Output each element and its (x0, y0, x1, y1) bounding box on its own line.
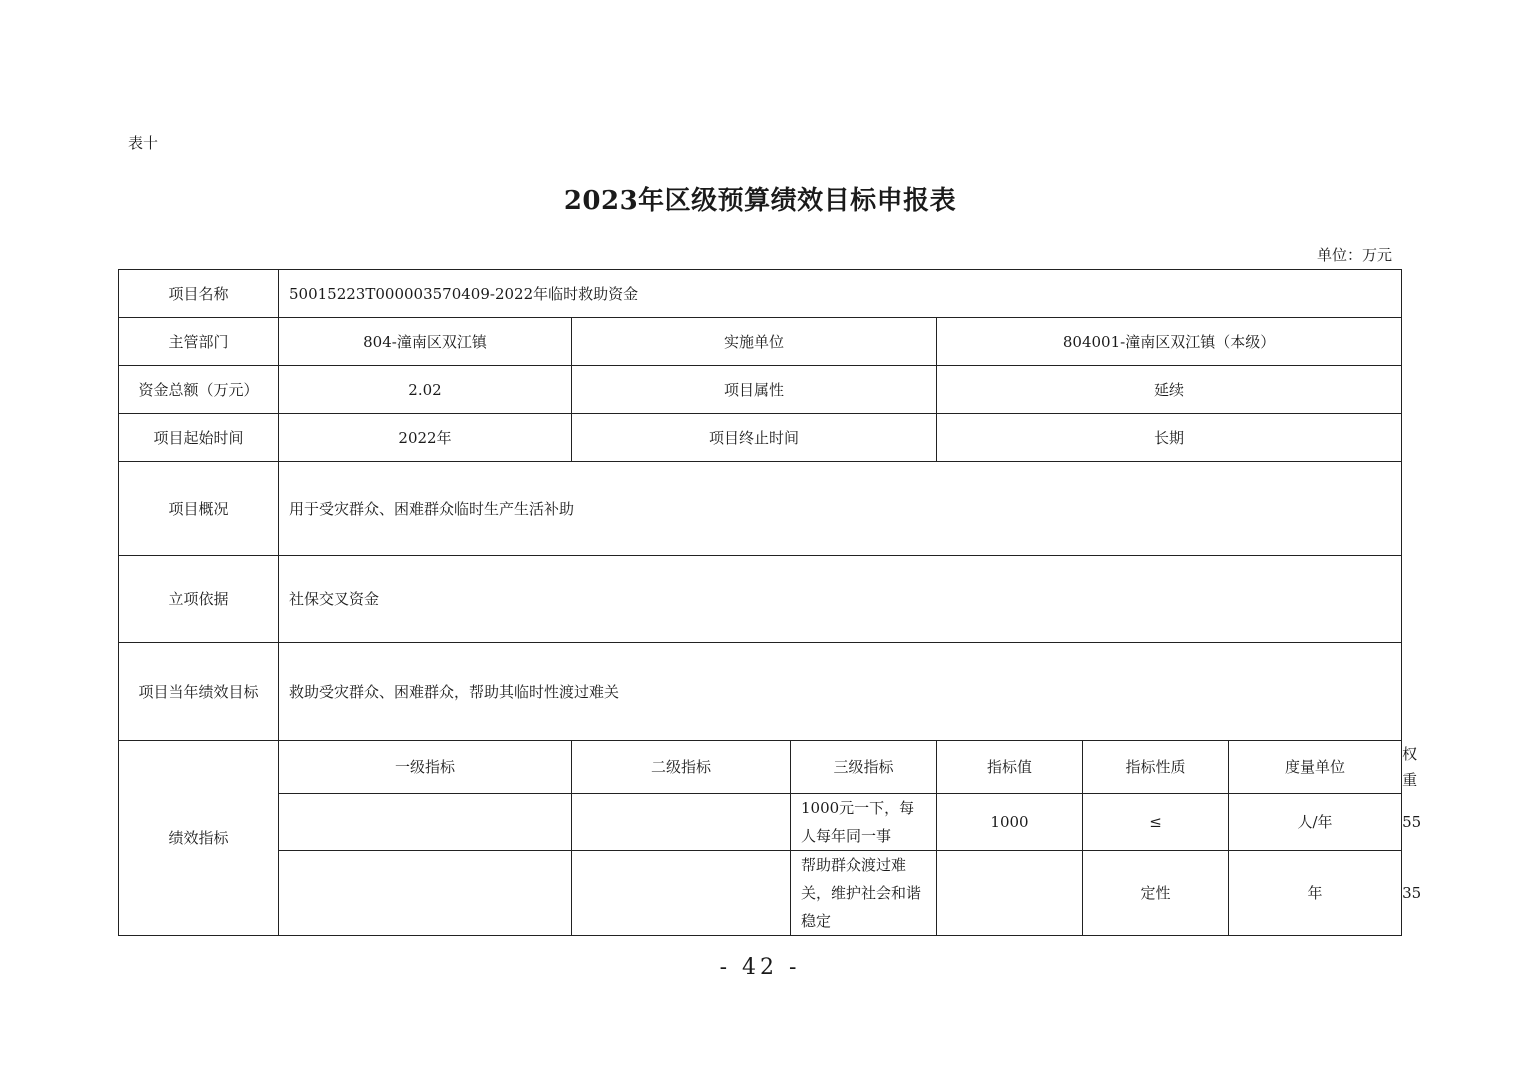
document-title: 2023年区级预算绩效目标申报表 (563, 186, 957, 216)
row-overview (119, 462, 1402, 556)
page-number: - 42 - (719, 955, 801, 980)
header-unit: 度量单位 (1229, 741, 1402, 794)
cell-level1 (279, 851, 572, 936)
value-project-name: 50015223T000003570409-2022年临时救助资金 (279, 270, 1402, 318)
value-overview: 用于受灾群众、困难群众临时生产生活补助 (279, 462, 1402, 556)
cell-level1 (279, 794, 572, 851)
indicator-row: 帮助群众渡过难关，维护社会和谐稳定 定性 年 35 (119, 851, 1402, 936)
indicator-row: 1000元一下，每人每年同一事 1000 ≤ 人/年 55 (119, 794, 1402, 851)
value-annual-goal: 救助受灾群众、困难群众，帮助其临时性渡过难关 (279, 643, 1402, 741)
label-fund-total: 资金总额（万元） (119, 366, 279, 414)
row-basis (119, 556, 1402, 643)
row-annual-goal (119, 643, 1402, 741)
value-implementing-unit: 804001-潼南区双江镇（本级） (937, 318, 1402, 366)
header-nature: 指标性质 (1083, 741, 1229, 794)
cell-value: 1000 (937, 794, 1083, 851)
row-department (119, 318, 1402, 366)
row-indicator-headers: 绩效指标 一级指标 二级指标 三级指标 指标值 指标性质 度量单位 权重 (119, 741, 1402, 794)
unit-label: 单位：万元 (1316, 246, 1392, 264)
cell-level3: 帮助群众渡过难关，维护社会和谐稳定 (791, 851, 937, 936)
label-annual-goal: 项目当年绩效目标 (119, 643, 279, 741)
cell-nature: 定性 (1083, 851, 1229, 936)
cell-level2 (572, 794, 791, 851)
cell-level2 (572, 851, 791, 936)
label-department: 主管部门 (119, 318, 279, 366)
budget-performance-table (118, 269, 1422, 936)
table-label: 表十 (128, 134, 159, 152)
cell-level3: 1000元一下，每人每年同一事 (791, 794, 937, 851)
row-fund-total (119, 366, 1402, 414)
row-project-name (119, 270, 1402, 318)
value-project-attribute: 延续 (937, 366, 1402, 414)
label-project-attribute: 项目属性 (572, 366, 937, 414)
cell-nature: ≤ (1083, 794, 1229, 851)
value-end-time: 长期 (937, 414, 1402, 462)
label-project-name: 项目名称 (119, 270, 279, 318)
label-implementing-unit: 实施单位 (572, 318, 937, 366)
cell-value (937, 851, 1083, 936)
cell-unit: 人/年 (1229, 794, 1402, 851)
value-department: 804-潼南区双江镇 (279, 318, 572, 366)
value-basis: 社保交叉资金 (279, 556, 1402, 643)
label-start-time: 项目起始时间 (119, 414, 279, 462)
header-level2: 二级指标 (572, 741, 791, 794)
label-indicators: 绩效指标 (119, 741, 279, 936)
label-basis: 立项依据 (119, 556, 279, 643)
label-end-time: 项目终止时间 (572, 414, 937, 462)
label-overview: 项目概况 (119, 462, 279, 556)
row-project-period (119, 414, 1402, 462)
header-value: 指标值 (937, 741, 1083, 794)
value-fund-total: 2.02 (279, 366, 572, 414)
cell-unit: 年 (1229, 851, 1402, 936)
header-level3: 三级指标 (791, 741, 937, 794)
header-level1: 一级指标 (279, 741, 572, 794)
value-start-time: 2022年 (279, 414, 572, 462)
